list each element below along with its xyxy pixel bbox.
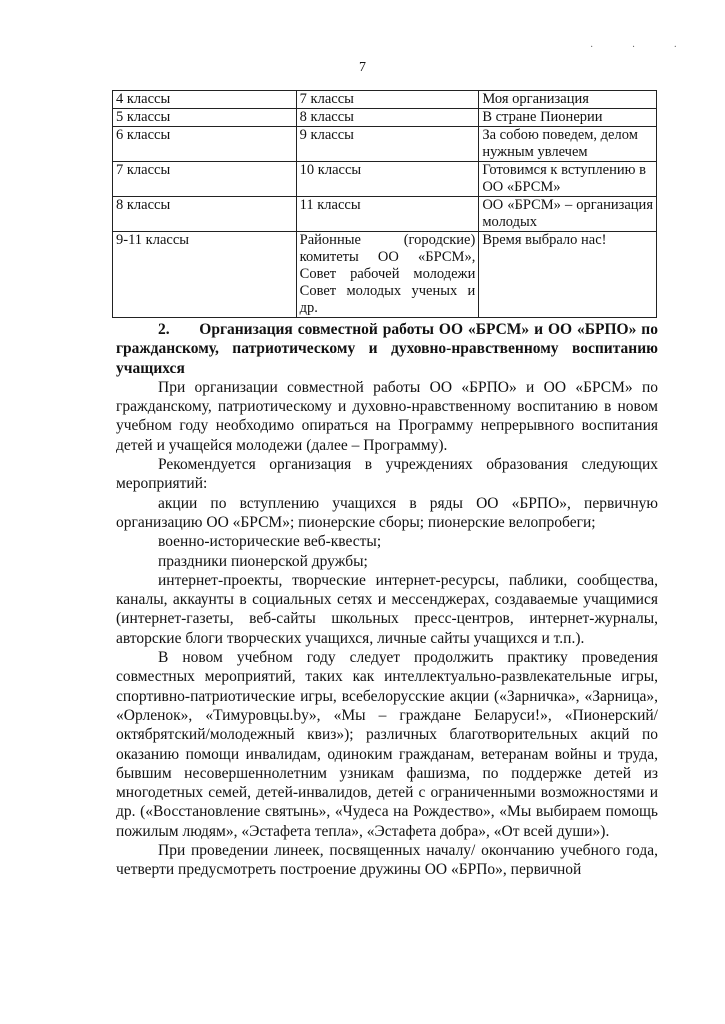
document-body [116,320,658,880]
table-cell: 5 классы [113,109,297,127]
table-cell: 4 классы [113,91,297,109]
table-cell: Готовимся к вступлению в ОО «БРСМ» [479,162,657,197]
table-cell: Районные (городские) комитеты ОО «БРСМ», Совет рабочей молодежи Совет молодых ученых и др. [296,232,479,318]
page-number: 7 [359,60,366,75]
class-program-table [112,90,657,318]
table-cell: За собою поведем, делом нужным увлечем [479,127,657,162]
table-cell: Моя организация [479,91,657,109]
paragraph: интернет-проекты, творческие интернет-ресурсы, паблики, сообщества, каналы, аккаунты в социальных сетях и мессенджерах, создаваемые учащимися (интернет-газеты, веб-сайты школьных пресс-центров, интернет-журналы, авторские блоги творческих учащихся, личные сайты учащихся и т.п.). [116,571,658,647]
paragraph: праздники пионерской дружбы; [158,552,368,570]
table-cell: 7 классы [113,162,297,197]
section-heading [116,320,658,378]
table-cell: 8 классы [113,197,297,232]
scan-specks: · · · [590,42,695,53]
table-cell: 9-11 классы [113,232,297,318]
paragraph: При организации совместной работы ОО «БРПО» и ОО «БРСМ» по гражданскому, патриотическому и духовно-нравственному воспитанию в новом учебном году необходимо опираться на Программу непрерывного воспитания детей и учащейся молодежи (далее – Программу). [116,378,658,454]
table-row [113,109,657,127]
section-title: Организация совместной работы ОО «БРСМ» и ОО «БРПО» по гражданскому, патриотическому и духовно-нравственному воспитанию учащихся [116,321,658,377]
table-cell: 9 классы [296,127,479,162]
table-row [113,232,657,318]
table-cell: 10 классы [296,162,479,197]
table-cell: 8 классы [296,109,479,127]
table-cell: 6 классы [113,127,297,162]
paragraph: военно-исторические веб-квесты; [158,533,382,551]
paragraph: При проведении линеек, посвященных началу/ окончанию учебного года, четверти предусмотреть построение дружины ОО «БРПо», первичной [116,842,658,879]
table-cell: ОО «БРСМ» – организация молодых [479,197,657,232]
paragraph: В новом учебном году следует продолжить практику проведения совместных мероприятий, таких как интеллектуально-развлекательные игры, спортивно-патриотические игры, всебелорусские акции («Зарничка», «Зарница», «Орленок», «Тимуровцы.by», «Мы – граждане Беларуси!», «Пионерский/октябрятский/молодежный квиз»); различных благотворительных акций по оказанию помощи инвалидам, одиноким гражданам, ветеранам войны и труда, бывшим несовершеннолетним узникам фашизма, по поддержке детей из многодетных семей, детей-инвалидов, детей с ограниченными возможностями и др. («Восстановление святынь», «Чудеса на Рождество», «Мы выбираем помощь пожилым людям», «Эстафета тепла», «Эстафета добра», «От всей души»). [116,649,658,840]
table-row [113,162,657,197]
paragraph: акции по вступлению учащихся в ряды ОО «БРПО», первичную организацию ОО «БРСМ»; пионерские сборы; пионерские велопробеги; [116,494,658,531]
table-cell: 7 классы [296,91,479,109]
table-cell: Время выбрало нас! [479,232,657,318]
table-cell: В стране Пионерии [479,109,657,127]
table-row [113,91,657,109]
section-number: 2. [158,321,170,338]
table-row [113,127,657,162]
table-cell: 11 классы [296,197,479,232]
paragraph: Рекомендуется организация в учреждениях образования следующих мероприятий: [116,456,658,493]
table-row [113,197,657,232]
